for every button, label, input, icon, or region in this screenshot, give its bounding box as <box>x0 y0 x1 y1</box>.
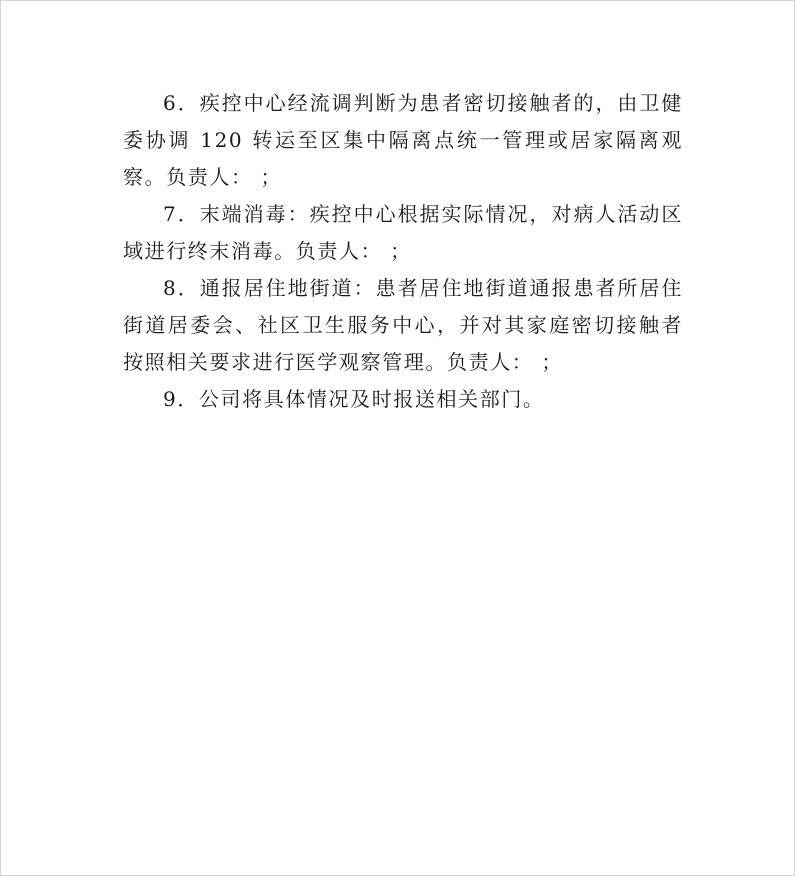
paragraph-item-7: 7．末端消毒：疾控中心根据实际情况，对病人活动区域进行终末消毒。负责人： ； <box>123 202 683 263</box>
document-body <box>123 85 683 418</box>
paragraph-item-6: 6．疾控中心经流调判断为患者密切接触者的，由卫健委协调 120 转运至区集中隔离点统一管理或居家隔离观察。负责人： ； <box>123 91 683 189</box>
paragraph-item-8: 8．通报居住地街道：患者居住地街道通报患者所居住街道居委会、社区卫生服务中心，并对其家庭密切接触者按照相关要求进行医学观察管理。负责人： ； <box>123 276 683 374</box>
paragraph-item-9: 9．公司将具体情况及时报送相关部门。 <box>163 387 545 411</box>
